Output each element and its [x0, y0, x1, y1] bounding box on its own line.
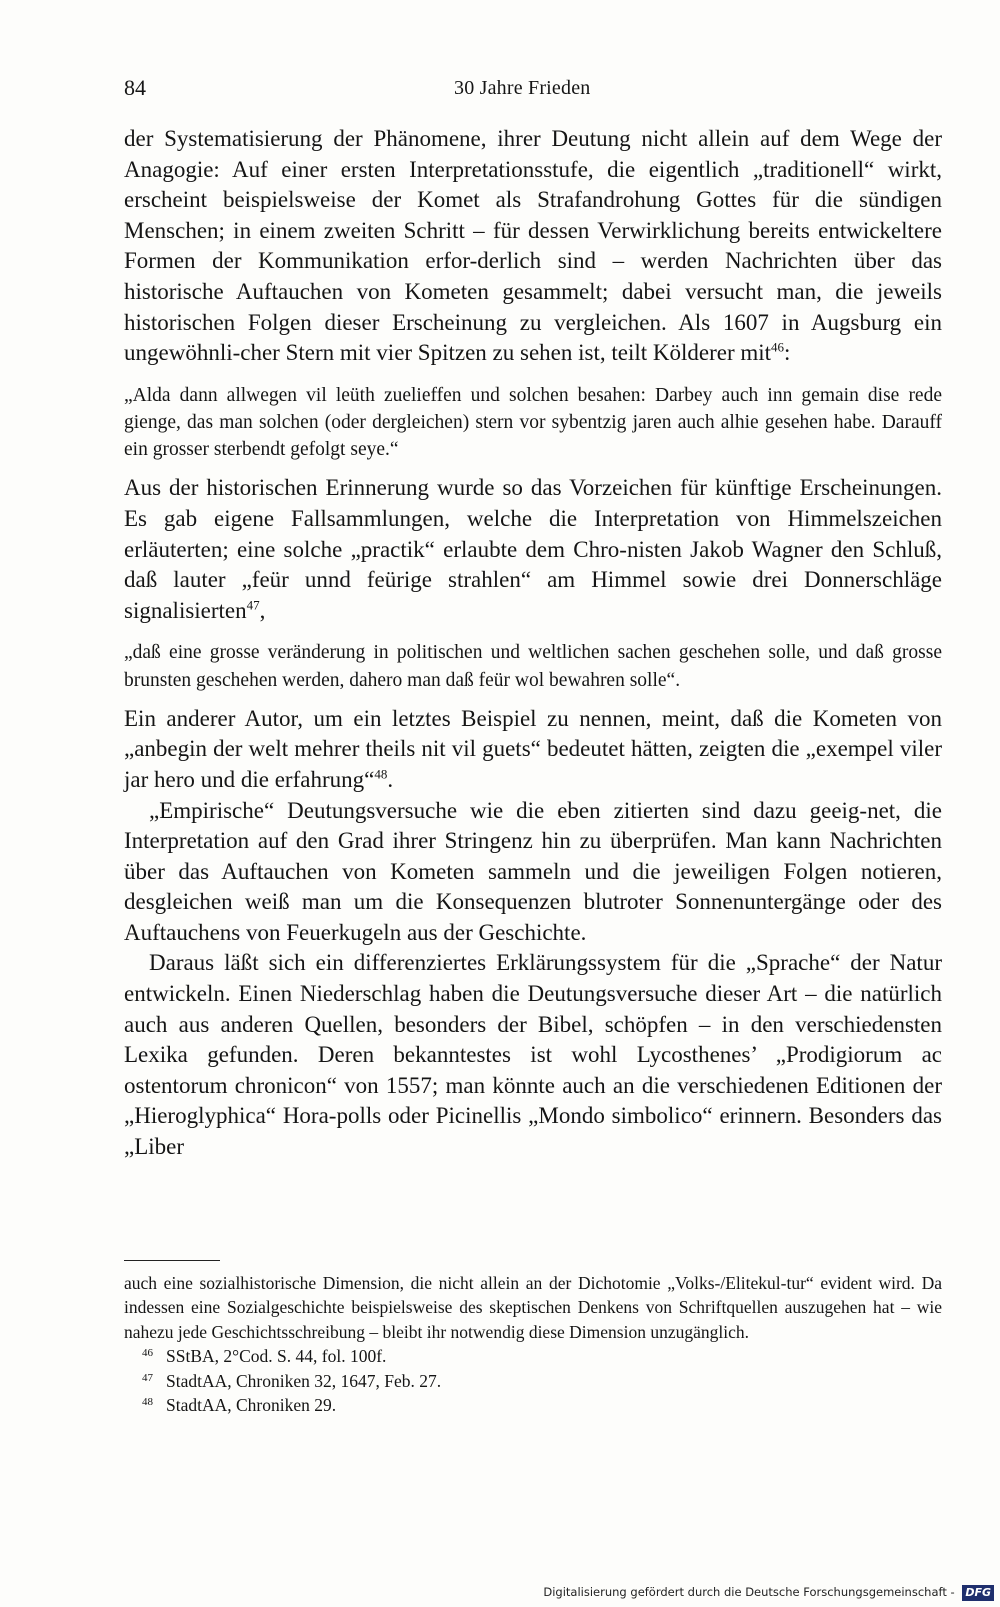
footnote-number: 47 [142, 1371, 153, 1384]
footnote-continuation: auch eine sozialhistorische Dimension, die nicht allein an der Dichotomie „Volks-/Elitekul-tur“ evident wird. Da indessen eine Sozialgeschichte beispielsweise des skeptischen Denkens von Schriftquellen auszugehen hat – wie nahezu jede Geschichtsschreibung – bleibt ihr notwendig diese Dimension unzugänglich. [124, 1273, 942, 1342]
paragraph-text: : [784, 340, 791, 366]
main-text [124, 124, 942, 1163]
page-header [124, 74, 942, 102]
footnote-ref[interactable]: 48 [374, 766, 388, 782]
digitization-credit [543, 1583, 994, 1601]
paragraph-text: der Systematisierung der Phänomene, ihrer Deutung nicht allein auf dem Wege der Anagogie: Auf einer ersten Interpretationsstufe, die eigentlich „traditionell“ wirkt, erscheint beispielsweise der Komet als Strafandrohung Gottes für die sündigen Menschen; in einem zweiten Schritt – für dessen Verwirklichung bereits entwickeltere Formen der Kommunikation erfor-derlich sind – werden Nachrichten über das historische Auftauchen von Kometen gesammelt; dabei versucht man, die jeweils historischen Folgen dieser Erscheinung zu vergleichen. Als 1607 in Augsburg ein ungewöhnli-cher Stern mit vier Spitzen zu sehen ist, teilt Kölderer mit [124, 126, 942, 366]
block-quote: „daß eine grosse veränderung in politischen und weltlichen sachen geschehen solle, und daß grosse brunsten geschehen werden, dahero man daß feür wol bewahren solle“. [124, 642, 942, 691]
paragraph-text: . [387, 766, 394, 792]
footnote-text: SStBA, 2°Cod. S. 44, fol. 100f. [166, 1346, 387, 1367]
running-title: 30 Jahre Frieden [454, 77, 591, 99]
paragraph: Daraus läßt sich ein differenziertes Erklärungssystem für die „Sprache“ der Natur entwickeln. Einen Niederschlag haben die Deutungsversuche dieser Art – die natürlich auch aus anderen Quellen, besonders der Bibel, schöpfen – in den verschiedensten Lexika gefunden. Deren bekanntestes ist wohl Lycosthenes’ „Prodigiorum ac ostentorum chronicon“ von 1557; man könnte auch an die verschiedenen Editionen der „Hieroglyphica“ Hora-polls oder Picinellis „Mondo simbolico“ erinnern. Besonders das „Liber [124, 950, 942, 1160]
footnote-item [124, 1344, 942, 1368]
footnote-ref[interactable]: 47 [246, 597, 260, 613]
paragraph: „Empirische“ Deutungsversuche wie die eben zitierten sind dazu geeig-net, die Interpretation auf den Grad ihrer Stringenz hin zu überprüfen. Man kann Nachrichten über das Auftauchen von Kometen sammeln und die jeweiligen Folgen notieren, desgleichen weiß man um die Konsequenzen blutroter Sonnenuntergänge oder des Auftauchens von Feuerkugeln aus der Geschichte. [124, 797, 942, 945]
footnotes [124, 1271, 942, 1417]
page-number: 84 [124, 75, 146, 100]
footnote-number: 46 [142, 1347, 153, 1360]
footnote-item [124, 1369, 942, 1393]
block-quote: „Alda dann allwegen vil leüth zuelieffen und solchen besahen: Darbey auch inn gemain dise rede gienge, das man solchen (oder dergleichen) stern vor sybentzig jaren auch alhie gesehen habe. Darauff ein grosser sterbendt gefolgt seye.“ [124, 384, 942, 461]
footnote-text: StadtAA, Chroniken 32, 1647, Feb. 27. [166, 1370, 442, 1391]
paragraph [124, 473, 942, 626]
paragraph [124, 704, 942, 796]
paragraph-text: Aus der historischen Erinnerung wurde so das Vorzeichen für künftige Erscheinungen. Es gab eigene Fallsammlungen, welche die Interpretation von Himmelszeichen erläuterten; eine solche „practik“ erlaubte dem Chro-nisten Jakob Wagner den Schluß, daß lauter „feür unnd feürige strahlen“ am Himmel sowie drei Donnerschläge signalisierten [124, 475, 942, 623]
paragraph-text: Ein anderer Autor, um ein letztes Beispiel zu nennen, meint, daß die Kometen von „anbegin der welt mehrer theils nit vil guets“ bedeutet hätten, zeigten die „exempel viler jar hero und die erfahrung“ [124, 705, 942, 792]
footnote-ref[interactable]: 46 [771, 339, 785, 355]
footnote-item [124, 1393, 942, 1417]
footnote-separator [124, 1260, 220, 1261]
dfg-logo: DFG [962, 1585, 994, 1601]
credit-text: Digitalisierung gefördert durch die Deutsche Forschungsgemeinschaft - [543, 1585, 955, 1599]
paragraph-text: , [259, 597, 266, 623]
footnote-text: StadtAA, Chroniken 29. [166, 1395, 337, 1416]
footnote-number: 48 [142, 1396, 153, 1409]
paragraph [124, 124, 942, 369]
